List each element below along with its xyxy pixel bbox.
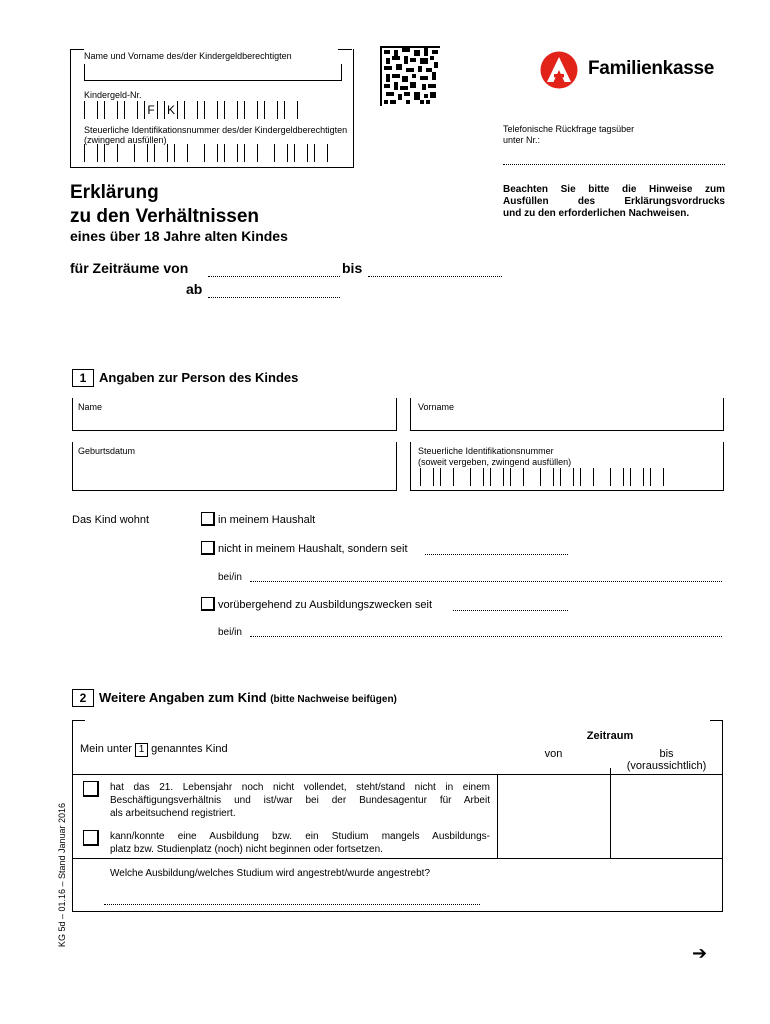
in-household-label: in meinem Haushalt: [218, 514, 316, 526]
bei-in-field-1[interactable]: [250, 581, 722, 582]
hint-line-1: Beachten Sie bitte die Hinweise zum: [503, 184, 725, 195]
applicant-name-label: Name und Vorname des/der Kindergeldberechtigten: [84, 51, 292, 61]
form-version-text: KG 5d – 01.16 – Stand Januar 2016: [57, 802, 67, 948]
section-2-note: (bitte Nachweise beifügen): [270, 694, 397, 705]
phone-number-field[interactable]: [503, 164, 725, 165]
item-1-text: [110, 781, 490, 820]
item-1-line-3: als arbeitsuchend registriert.: [110, 808, 236, 819]
hint-line-3: und zu den erforderlichen Nachweisen.: [503, 208, 690, 219]
bei-in-label: bei/in: [218, 572, 242, 583]
section-1-heading: Angaben zur Person des Kindes: [99, 370, 299, 385]
barcode-icon: [380, 46, 440, 106]
zeitraum-header: Zeitraum: [586, 730, 634, 742]
child-firstname-field[interactable]: [410, 398, 724, 431]
training-purpose-label: vorübergehend zu Ausbildungszwecken seit: [218, 599, 433, 611]
item-2-from-cell[interactable]: [498, 822, 609, 857]
bis-note: (voraussichtlich): [626, 760, 707, 772]
title-line-1: Erklärung: [70, 182, 159, 203]
item-1-to-cell[interactable]: [611, 775, 722, 820]
item-2-line-1: kann/konnte eine Ausbildung bzw. ein Studium mangels Ausbildungs-: [110, 831, 490, 842]
bei-in-field-2[interactable]: [250, 636, 722, 637]
familienkasse-logo-icon: [540, 51, 578, 89]
genanntes-text: genanntes Kind: [151, 743, 228, 755]
child-tax-id-label: Steuerliche Identifikationsnummer: [418, 446, 554, 456]
period-to-field[interactable]: [368, 276, 502, 277]
title-line-3: eines über 18 Jahre alten Kindes: [70, 228, 288, 244]
section-2-title: Weitere Angaben zum Kind: [99, 690, 267, 705]
tax-id-label: Steuerliche Identifikationsnummer des/der Kindergeldberechtigten: [84, 125, 348, 135]
item-1-line-2: Beschäftigungsverhältnis und ist/war bei der Bundesagentur für Arbeit: [110, 795, 490, 806]
item-1-checkbox[interactable]: [83, 781, 99, 797]
child-name-field[interactable]: [72, 398, 397, 431]
kindergeld-nr-field[interactable]: [84, 101, 304, 119]
child-tax-id-note: (soweit vergeben, zwingend ausfüllen): [418, 457, 572, 467]
kindergeld-nr-label: Kindergeld-Nr.: [84, 90, 142, 100]
not-in-household-label: nicht in meinem Haushalt, sondern seit: [218, 543, 408, 555]
section-2-number: 2: [72, 689, 94, 707]
phone-label: Telefonische Rückfrage tagsüber: [503, 124, 635, 134]
residence-label: Das Kind wohnt: [72, 514, 150, 526]
training-purpose-checkbox[interactable]: [201, 597, 215, 611]
tax-id-field[interactable]: [84, 144, 334, 162]
period-label: für Zeiträume von: [70, 260, 189, 276]
training-question: Welche Ausbildung/welches Studium wird angestrebt/wurde angestrebt?: [110, 868, 430, 879]
mein-unter-text: Mein unter: [80, 743, 132, 755]
period-ab-field[interactable]: [208, 297, 340, 298]
period-from-field[interactable]: [208, 276, 340, 277]
kg-letter-f: F: [144, 101, 158, 119]
item-2-checkbox[interactable]: [83, 830, 99, 846]
section-1-number: 1: [72, 369, 94, 387]
not-in-household-checkbox[interactable]: [201, 541, 215, 555]
section-2-heading: [99, 690, 397, 705]
item-1-from-cell[interactable]: [498, 775, 609, 820]
hint-line-2: Ausfüllen des Erklärungsvordrucks: [503, 196, 725, 207]
next-page-arrow-icon: ➔: [692, 943, 708, 964]
period-bis-label: bis: [342, 260, 363, 276]
brand-name: Familienkasse: [588, 58, 715, 79]
tax-id-note: (zwingend ausfüllen): [84, 135, 167, 145]
section-ref-box: 1: [135, 743, 148, 757]
item-1-line-1: hat das 21. Lebensjahr noch nicht vollendet, steht/stand nicht in einem: [110, 782, 490, 793]
training-answer-field[interactable]: [104, 904, 480, 905]
not-in-household-since-field[interactable]: [425, 554, 568, 555]
bis-header: bis: [659, 748, 674, 760]
von-header: von: [544, 748, 563, 760]
item-2-text: [110, 830, 490, 856]
title-line-2: zu den Verhältnissen: [70, 206, 259, 227]
applicant-name-field[interactable]: [84, 64, 342, 81]
child-firstname-label: Vorname: [418, 402, 455, 412]
item-2-to-cell[interactable]: [611, 822, 722, 857]
bei-in-label-2: bei/in: [218, 627, 242, 638]
child-name-label: Name: [78, 402, 103, 412]
item-2-line-2: platz bzw. Studienplatz (noch) nicht beginnen oder fortsetzen.: [110, 844, 383, 855]
phone-label-2: unter Nr.:: [503, 135, 541, 145]
birthdate-label: Geburtsdatum: [78, 446, 136, 456]
child-tax-id-field[interactable]: [420, 468, 670, 486]
kg-letter-k: K: [164, 101, 178, 119]
period-ab-label: ab: [186, 281, 203, 297]
in-household-checkbox[interactable]: [201, 512, 215, 526]
training-purpose-since-field[interactable]: [453, 610, 568, 611]
mein-unter-label: [80, 743, 228, 757]
